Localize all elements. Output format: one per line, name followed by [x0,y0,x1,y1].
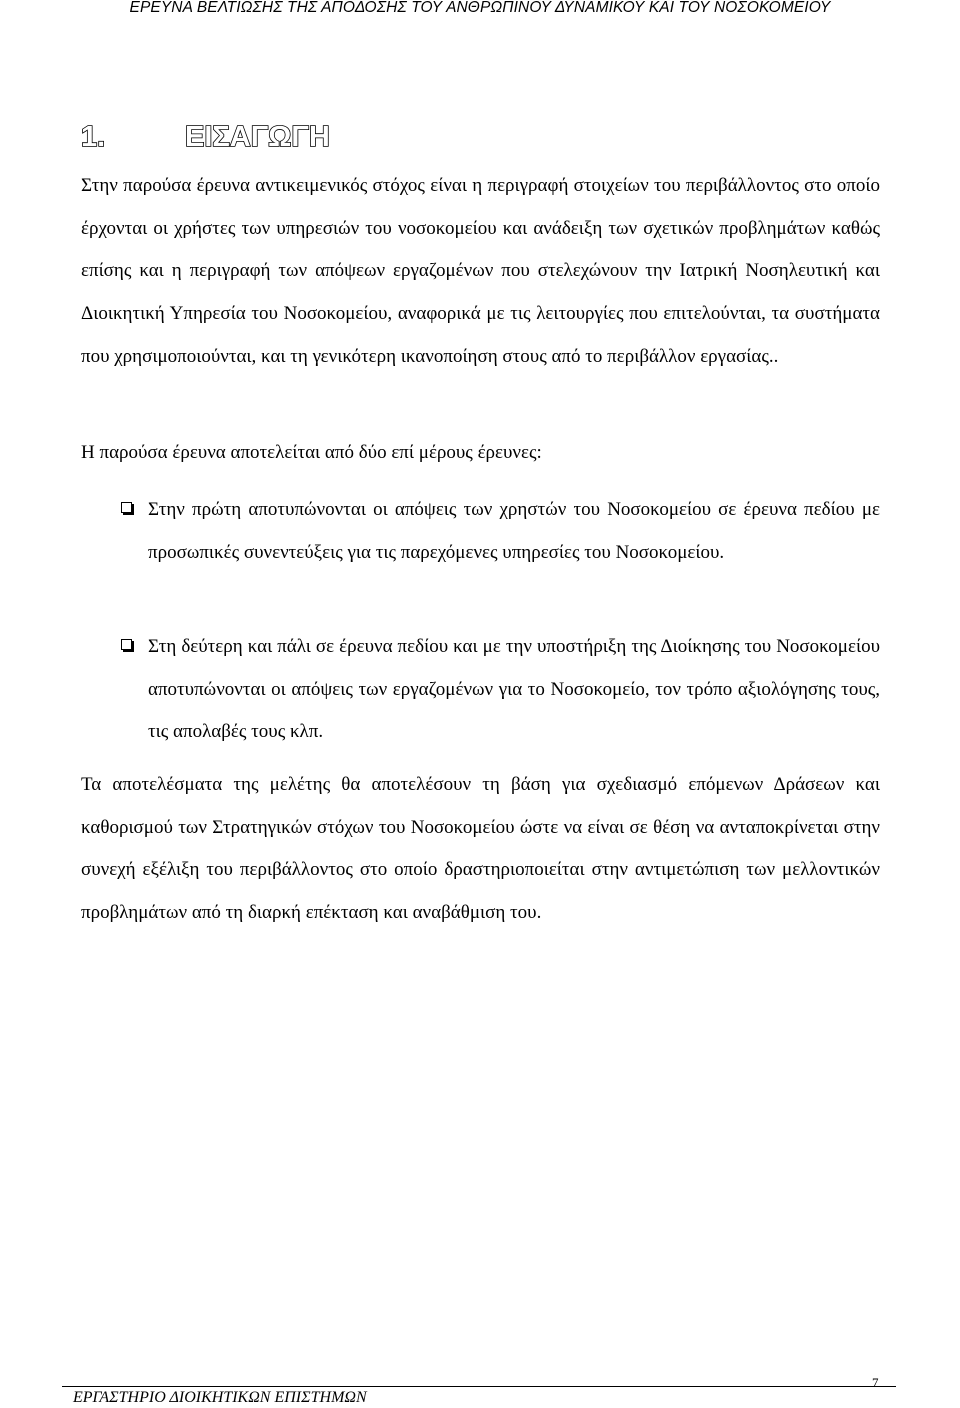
bullet-text: Στην πρώτη αποτυπώνονται οι απόψεις των χρηστών του Νοσοκομείου σε έρευνα πεδίου με προσωπικές συνεντεύξεις για τις παρεχόμενες υπηρεσίες του Νοσοκομείου. [148,499,880,563]
chapter-heading [81,118,330,156]
checkbox-bullet-icon [121,502,132,513]
page-footer [62,1375,896,1408]
intro-paragraph: Στην παρούσα έρευνα αντικειμενικός στόχος είναι η περιγραφή στοιχείων του περιβάλλοντος στο οποίο έρχονται οι χρήστες των υπηρεσιών του νοσοκομείου και ανάδειξη των σχετικών προβλημάτων καθώς επίσης και η περιγραφή των απόψεων εργαζομένων που στελεχώνουν την Ιατρική Νοσηλευτική και Διοικητική Υπηρεσία του Νοσοκομείου, αναφορικά με τις λειτουργίες που επιτελούνται, τα συστήματα που χρησιμοποιούνται, και τη γενικότερη ικανοποίηση στους από το περιβάλλον εργασίας.. [81,175,880,367]
page-number: 7 [872,1375,879,1390]
conclusion-paragraph: Τα αποτελέσματα της μελέτης θα αποτελέσουν τη βάση για σχεδιασμό επόμενων Δράσεων και καθορισμού των Στρατηγικών στόχων του Νοσοκομείου ώστε να είναι σε θέση να ανταποκρίνεται στην συνεχή εξέλιξη του περιβάλλοντος στο οποίο δραστηριοποιείται στην αντιμετώπιση των μελλοντικών προβλημάτων από τη διαρκή επέκταση και αναβάθμιση του. [81,774,880,924]
bullet-text: Στη δεύτερη και πάλι σε έρευνα πεδίου και με την υποστήριξη της Διοίκησης του Νοσοκομείου αποτυπώνονται οι απόψεις των εργαζομένων για το Νοσοκομείο, τον τρόπο αξιολόγησης τους, τις απολαβές τους κλπ. [148,636,880,743]
running-header: ΕΡΕΥΝΑ ΒΕΛΤΙΩΣΗΣ ΤΗΣ ΑΠΟΔΟΣΗΣ ΤΟΥ ΑΝΘΡΩΠΙΝΟΥ ΔΥΝΑΜΙΚΟΥ ΚΑΙ ΤΟΥ ΝΟΣΟΚΟΜΕΙΟΥ [129,0,831,16]
footer-title: ΕΡΓΑΣΤΗΡΙΟ ΔΙΟΙΚΗΤΙΚΩΝ ΕΠΙΣΤΗΜΩΝ [73,1389,367,1406]
checkbox-bullet-icon [121,639,132,650]
chapter-title: ΕΙΣΑΓΩΓΗ [185,121,330,153]
lead-paragraph: Η παρούσα έρευνα αποτελείται από δύο επί μέρους έρευνες: [81,442,542,463]
chapter-number: 1. [81,121,106,153]
